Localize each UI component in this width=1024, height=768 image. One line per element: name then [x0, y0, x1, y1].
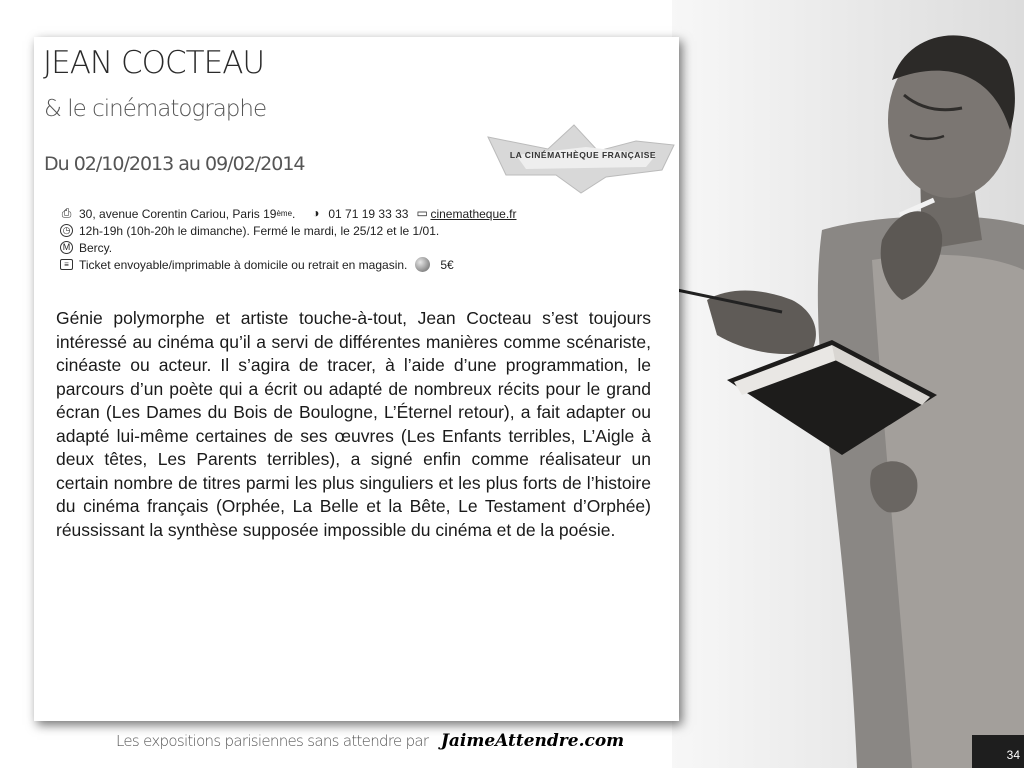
metro-row	[60, 239, 670, 256]
metro-text: Bercy.	[79, 240, 113, 255]
page-subtitle: & le cinématographe	[44, 96, 267, 122]
hours-text: 12h-19h (10h-20h le dimanche). Fermé le mardi, le 25/12 et le 1/01.	[79, 223, 440, 238]
coin-icon	[415, 257, 430, 272]
hours-row	[60, 222, 670, 239]
logo-text: LA CINÉMATHÈQUE FRANÇAISE	[509, 150, 657, 160]
description-paragraph: Génie polymorphe et artiste touche-à-tout, Jean Cocteau s’est toujours intéressé au cinéma qu’il a servi de différentes manières comme scénariste, cinéaste ou acteur. Il s’agira de tracer, à l’aide d’une programmation, le parcours d’un poète qui a écrit ou adapté de nombreux récits pour le grand écran (Les Dames du Bois de Boulogne, L’Éternel retour), a fait adapter ou adapté lui-même certaines de ses œuvres (Les Enfants terribles, L’Aigle à deux têtes, Les Parents terribles), a signé enfin comme réalisateur un certain nombre de titres parmi les plus singuliers et les plus forts de l’histoire du cinéma français (Orphée, La Belle et la Bête, Le Testament d’Orphée) réussissant la synthèse supposée impossible du cinéma et de la poésie.	[56, 308, 651, 540]
footer-text: Les expositions parisiennes sans attendre par	[116, 732, 429, 750]
footer	[116, 731, 625, 759]
phone-number: 01 71 19 33 33	[328, 206, 409, 221]
cocteau-photo	[672, 0, 1024, 768]
address-row	[60, 205, 670, 222]
exhibition-dates: Du 02/10/2013 au 09/02/2014	[44, 153, 305, 175]
phone-icon: ◑	[312, 206, 320, 220]
exhibition-card	[34, 37, 679, 721]
clock-icon: ◷	[60, 224, 73, 237]
address-end: .	[292, 206, 296, 221]
ticket-row	[60, 256, 670, 273]
ticket-text: Ticket envoyable/imprimable à domicile ou retrait en magasin.	[79, 257, 408, 272]
printer-icon: ⎙	[61, 206, 72, 220]
portrait-illustration	[672, 0, 1024, 768]
page-number: 34	[1006, 748, 1020, 762]
metro-icon: M	[60, 241, 73, 254]
footer-brand-logo[interactable]: JaimeAttendre.com	[440, 731, 625, 751]
website-link[interactable]: cinematheque.fr	[430, 206, 517, 221]
page-title: JEAN COCTEAU	[43, 45, 265, 81]
info-block	[60, 205, 670, 273]
price-text: 5€	[440, 257, 454, 272]
ticket-icon: ≡	[60, 259, 73, 270]
computer-icon: ▭	[416, 206, 428, 220]
address-text: 30, avenue Corentin Cariou, Paris 19	[79, 206, 277, 221]
address-suffix: ème	[276, 209, 293, 218]
